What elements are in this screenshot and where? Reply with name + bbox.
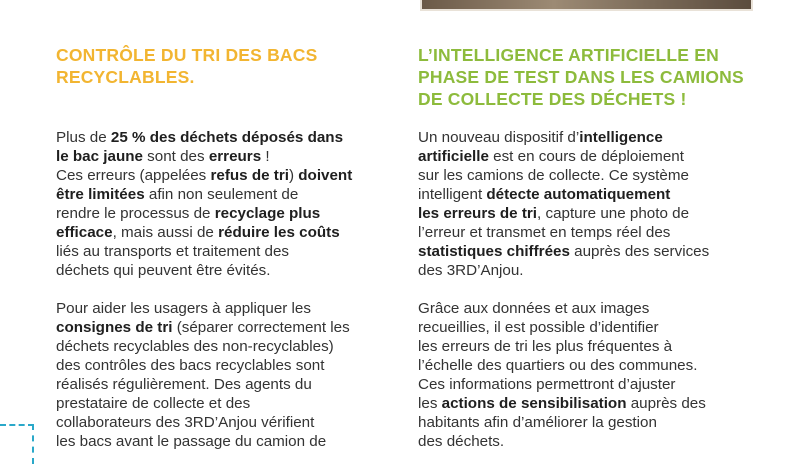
text-line <box>56 242 352 261</box>
text-run: (séparer correctement les <box>172 319 350 336</box>
header-photo <box>420 0 753 11</box>
emphasis-text: être limitées <box>56 186 145 203</box>
title-line: L’INTELLIGENCE ARTIFICIELLE EN <box>418 45 719 65</box>
text-line <box>418 128 709 147</box>
emphasis-text: détecte automatiquement <box>486 186 671 203</box>
column-ai-trucks <box>418 44 774 450</box>
text-line <box>56 413 352 432</box>
text-run: ! <box>261 148 270 165</box>
title-line: CONTRÔLE DU TRI DES BACS <box>56 45 318 65</box>
text-run: liés au transports et traitement des <box>56 243 289 260</box>
text-run: Un nouveau dispositif d’ <box>418 129 580 146</box>
text-run: habitants afin d’améliorer la gestion <box>418 414 657 431</box>
text-line <box>56 223 352 242</box>
text-line <box>418 356 709 375</box>
paragraph <box>418 128 709 280</box>
text-line <box>418 223 709 242</box>
text-run: des 3RD’Anjou. <box>418 262 524 279</box>
emphasis-text: efficace <box>56 224 113 241</box>
text-line <box>418 413 709 432</box>
text-line <box>56 432 352 451</box>
text-run: afin non seulement de <box>144 186 299 203</box>
text-line <box>56 166 352 185</box>
text-run: , mais aussi de <box>112 224 219 241</box>
body-text <box>56 128 352 451</box>
text-run: ) <box>288 167 299 184</box>
emphasis-text: recyclage plus <box>214 205 321 222</box>
text-run: Ces informations permettront d’ajuster <box>418 376 676 393</box>
text-line <box>56 337 352 356</box>
emphasis-text: réduire les coûts <box>218 224 340 241</box>
text-run: des contrôles des bacs recyclables sont <box>56 357 325 374</box>
text-line <box>418 204 709 223</box>
decorative-dashed-frame <box>0 424 34 464</box>
title-line: RECYCLABLES. <box>56 67 195 87</box>
text-run: sont des <box>142 148 209 165</box>
text-line <box>418 375 709 394</box>
text-run: réalisés régulièrement. Des agents du <box>56 376 312 393</box>
emphasis-text: consignes de tri <box>56 319 173 336</box>
text-line <box>418 147 709 166</box>
text-run: est en cours de déploiement <box>488 148 684 165</box>
emphasis-text: 25 % des déchets déposés dans <box>110 129 344 146</box>
text-run: les erreurs de tri les plus fréquentes à <box>418 338 673 355</box>
text-run: rendre le processus de <box>56 205 215 222</box>
text-run: les bacs avant le passage du camion de <box>56 433 327 450</box>
text-run: recueillies, il est possible d’identifier <box>418 319 659 336</box>
text-line <box>418 432 709 451</box>
text-line <box>418 299 709 318</box>
text-run: Grâce aux données et aux images <box>418 300 650 317</box>
column-tri-control <box>56 44 406 450</box>
title-line: DE COLLECTE DES DÉCHETS ! <box>418 89 687 109</box>
text-run: prestataire de collecte et des <box>56 395 251 412</box>
text-line <box>56 204 352 223</box>
text-run: l’échelle des quartiers ou des communes. <box>418 357 698 374</box>
text-line <box>418 261 709 280</box>
text-line <box>56 299 352 318</box>
emphasis-text: doivent <box>298 167 353 184</box>
emphasis-text: les erreurs de tri <box>418 205 538 222</box>
text-line <box>56 318 352 337</box>
text-line <box>56 185 352 204</box>
emphasis-text: refus de tri <box>210 167 289 184</box>
text-run: déchets qui peuvent être évités. <box>56 262 271 279</box>
text-run: , capture une photo de <box>537 205 690 222</box>
text-line <box>418 166 709 185</box>
text-run: l’erreur et transmet en temps réel des <box>418 224 671 241</box>
text-line <box>56 356 352 375</box>
text-line <box>56 375 352 394</box>
text-line <box>56 261 352 280</box>
text-line <box>418 242 709 261</box>
emphasis-text: artificielle <box>418 148 489 165</box>
text-run: les <box>418 395 442 412</box>
emphasis-text: le bac jaune <box>56 148 143 165</box>
emphasis-text: actions de sensibilisation <box>441 395 627 412</box>
text-run: intelligent <box>418 186 487 203</box>
text-run: des déchets. <box>418 433 505 450</box>
paragraph <box>56 299 352 451</box>
text-run: Pour aider les usagers à appliquer les <box>56 300 311 317</box>
text-run: Ces erreurs (appelées <box>56 167 211 184</box>
text-line <box>418 318 709 337</box>
text-run: Plus de <box>56 129 111 146</box>
emphasis-text: statistiques chiffrées <box>418 243 570 260</box>
text-line <box>418 337 709 356</box>
body-text <box>418 128 709 451</box>
text-run: collaborateurs des 3RD’Anjou vérifient <box>56 414 315 431</box>
section-title-tri-control <box>56 44 406 88</box>
text-line <box>56 394 352 413</box>
text-line <box>418 394 709 413</box>
paragraph <box>56 128 352 280</box>
text-run: déchets recyclables des non-recyclables) <box>56 338 334 355</box>
paragraph <box>418 299 709 451</box>
text-run: auprès des services <box>569 243 710 260</box>
text-run: auprès des <box>626 395 706 412</box>
text-line <box>418 185 709 204</box>
text-run: sur les camions de collecte. Ce système <box>418 167 689 184</box>
emphasis-text: erreurs <box>208 148 262 165</box>
section-title-ai-trucks <box>418 44 774 110</box>
emphasis-text: intelligence <box>579 129 663 146</box>
text-line <box>56 128 352 147</box>
title-line: PHASE DE TEST DANS LES CAMIONS <box>418 67 744 87</box>
text-line <box>56 147 352 166</box>
